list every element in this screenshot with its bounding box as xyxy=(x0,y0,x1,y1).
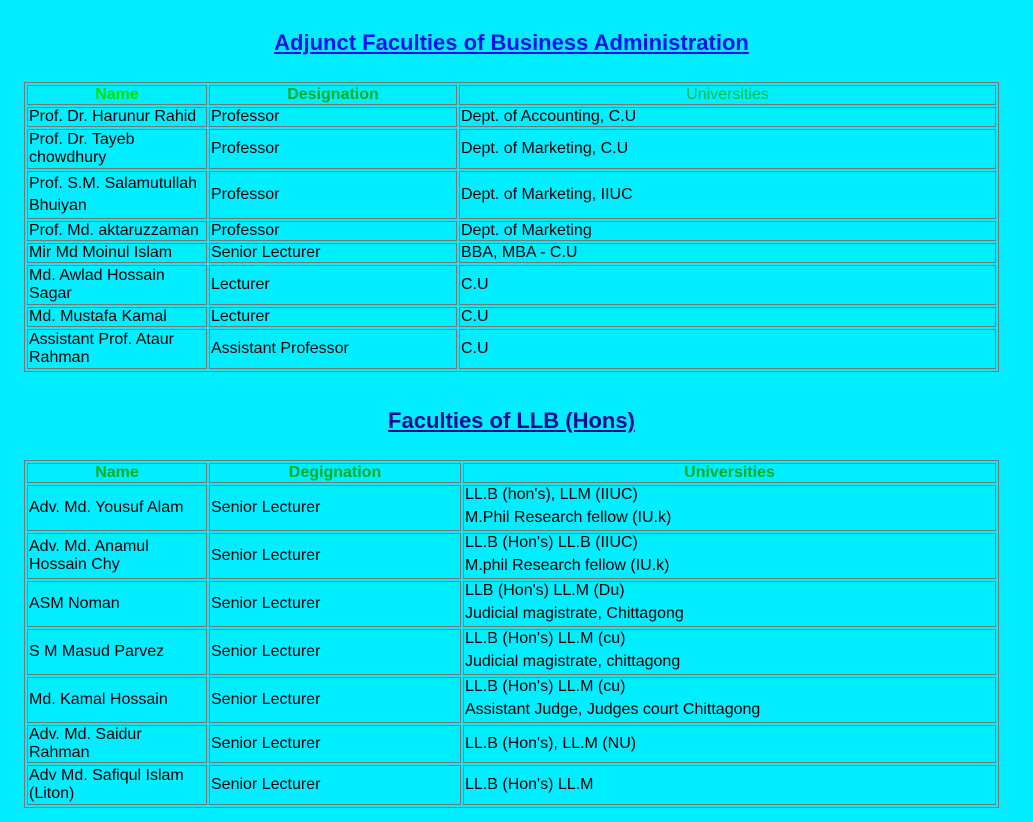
table-row xyxy=(27,677,996,723)
faculty-name: Prof. Md. aktaruzzaman xyxy=(27,221,207,241)
faculty-name: Adv. Md. Saidur Rahman xyxy=(27,725,207,763)
faculty-name: Adv. Md. Yousuf Alam xyxy=(27,485,207,531)
table-row xyxy=(27,107,996,127)
faculty-designation: Lecturer xyxy=(209,265,457,305)
table-row xyxy=(27,221,996,241)
university-line-2: Judicial magistrate, chittagong xyxy=(465,653,681,670)
faculty-name: Prof. S.M. Salamutullah Bhuiyan xyxy=(27,171,207,219)
faculty-designation: Senior Lecturer xyxy=(209,677,461,723)
faculty-designation: Senior Lecturer xyxy=(209,485,461,531)
faculty-name: Md. Mustafa Kamal xyxy=(27,307,207,327)
faculty-name: Adv. Md. Anamul Hossain Chy xyxy=(27,533,207,579)
faculty-designation: Senior Lecturer xyxy=(209,629,461,675)
faculty-designation: Professor xyxy=(209,171,457,219)
faculty-designation: Senior Lecturer xyxy=(209,725,461,763)
faculty-designation: Professor xyxy=(209,221,457,241)
university-line-2: Judicial magistrate, Chittagong xyxy=(465,605,684,622)
faculty-university xyxy=(463,765,996,805)
faculty-name: Prof. Dr. Harunur Rahid xyxy=(27,107,207,127)
table-row xyxy=(27,581,996,627)
faculty-university xyxy=(463,581,996,627)
university-line-2: M.phil Research fellow (IU.k) xyxy=(465,557,670,574)
faculty-name: S M Masud Parvez xyxy=(27,629,207,675)
table-row xyxy=(27,725,996,763)
column-header-designation: Degignation xyxy=(209,463,461,483)
faculty-designation: Senior Lecturer xyxy=(209,765,461,805)
table-row xyxy=(27,485,996,531)
table-row xyxy=(27,307,996,327)
faculty-university: Dept. of Marketing, C.U xyxy=(459,129,996,169)
faculty-name: Adv Md. Safiqul Islam (Liton) xyxy=(27,765,207,805)
faculty-university: BBA, MBA - C.U xyxy=(459,243,996,263)
table-row xyxy=(27,629,996,675)
faculty-university xyxy=(463,629,996,675)
llb-faculty-table xyxy=(24,460,999,808)
university-line-1: LL.B (Hon's), LL.M (NU) xyxy=(465,735,637,752)
faculty-designation: Assistant Professor xyxy=(209,329,457,369)
faculty-university: Dept. of Accounting, C.U xyxy=(459,107,996,127)
table-row xyxy=(27,533,996,579)
faculty-name: Mir Md Moinul Islam xyxy=(27,243,207,263)
university-line-1: LL.B (Hon's) LL.M (cu) xyxy=(465,678,626,695)
column-header-name: Name xyxy=(27,463,207,483)
faculty-name: Prof. Dr. Tayeb chowdhury xyxy=(27,129,207,169)
faculty-university: C.U xyxy=(459,329,996,369)
faculty-name: Md. Kamal Hossain xyxy=(27,677,207,723)
faculty-university: Dept. of Marketing, IIUC xyxy=(459,171,996,219)
university-line-1: LLB (Hon's) LL.M (Du) xyxy=(465,582,625,599)
faculty-name: Assistant Prof. Ataur Rahman xyxy=(27,329,207,369)
faculty-name: Md. Awlad Hossain Sagar xyxy=(27,265,207,305)
faculty-name: ASM Noman xyxy=(27,581,207,627)
faculty-university: C.U xyxy=(459,265,996,305)
table-row xyxy=(27,329,996,369)
faculty-designation: Lecturer xyxy=(209,307,457,327)
column-header-name: Name xyxy=(27,85,207,105)
business-faculty-table xyxy=(24,82,999,372)
university-line-1: LL.B (Hon's) LL.B (IIUC) xyxy=(465,534,638,551)
column-header-designation: Designation xyxy=(209,85,457,105)
column-header-universities: Universities xyxy=(463,463,996,483)
university-line-1: LL.B (Hon's) LL.M xyxy=(465,776,594,793)
table-header-row xyxy=(27,85,996,105)
table-row xyxy=(27,265,996,305)
university-line-1: LL.B (Hon's) LL.M (cu) xyxy=(465,630,626,647)
llb-faculty-heading[interactable]: Faculties of LLB (Hons) xyxy=(388,408,635,433)
business-faculty-heading[interactable]: Adjunct Faculties of Business Administration xyxy=(274,30,749,55)
faculty-designation: Professor xyxy=(209,107,457,127)
faculty-university xyxy=(463,677,996,723)
faculty-designation: Professor xyxy=(209,129,457,169)
table-row xyxy=(27,243,996,263)
table-row xyxy=(27,765,996,805)
university-line-2: M.Phil Research fellow (IU.k) xyxy=(465,509,672,526)
faculty-university: Dept. of Marketing xyxy=(459,221,996,241)
table-row xyxy=(27,171,996,219)
faculty-university xyxy=(463,725,996,763)
university-line-1: LL.B (hon's), LLM (IIUC) xyxy=(465,486,638,503)
faculty-designation: Senior Lecturer xyxy=(209,243,457,263)
faculty-university xyxy=(463,533,996,579)
faculty-university: C.U xyxy=(459,307,996,327)
university-line-2: Assistant Judge, Judges court Chittagong xyxy=(465,701,761,718)
table-row xyxy=(27,129,996,169)
table-header-row xyxy=(27,463,996,483)
faculty-university xyxy=(463,485,996,531)
faculty-designation: Senior Lecturer xyxy=(209,533,461,579)
faculty-designation: Senior Lecturer xyxy=(209,581,461,627)
column-header-universities: Universities xyxy=(459,85,996,105)
